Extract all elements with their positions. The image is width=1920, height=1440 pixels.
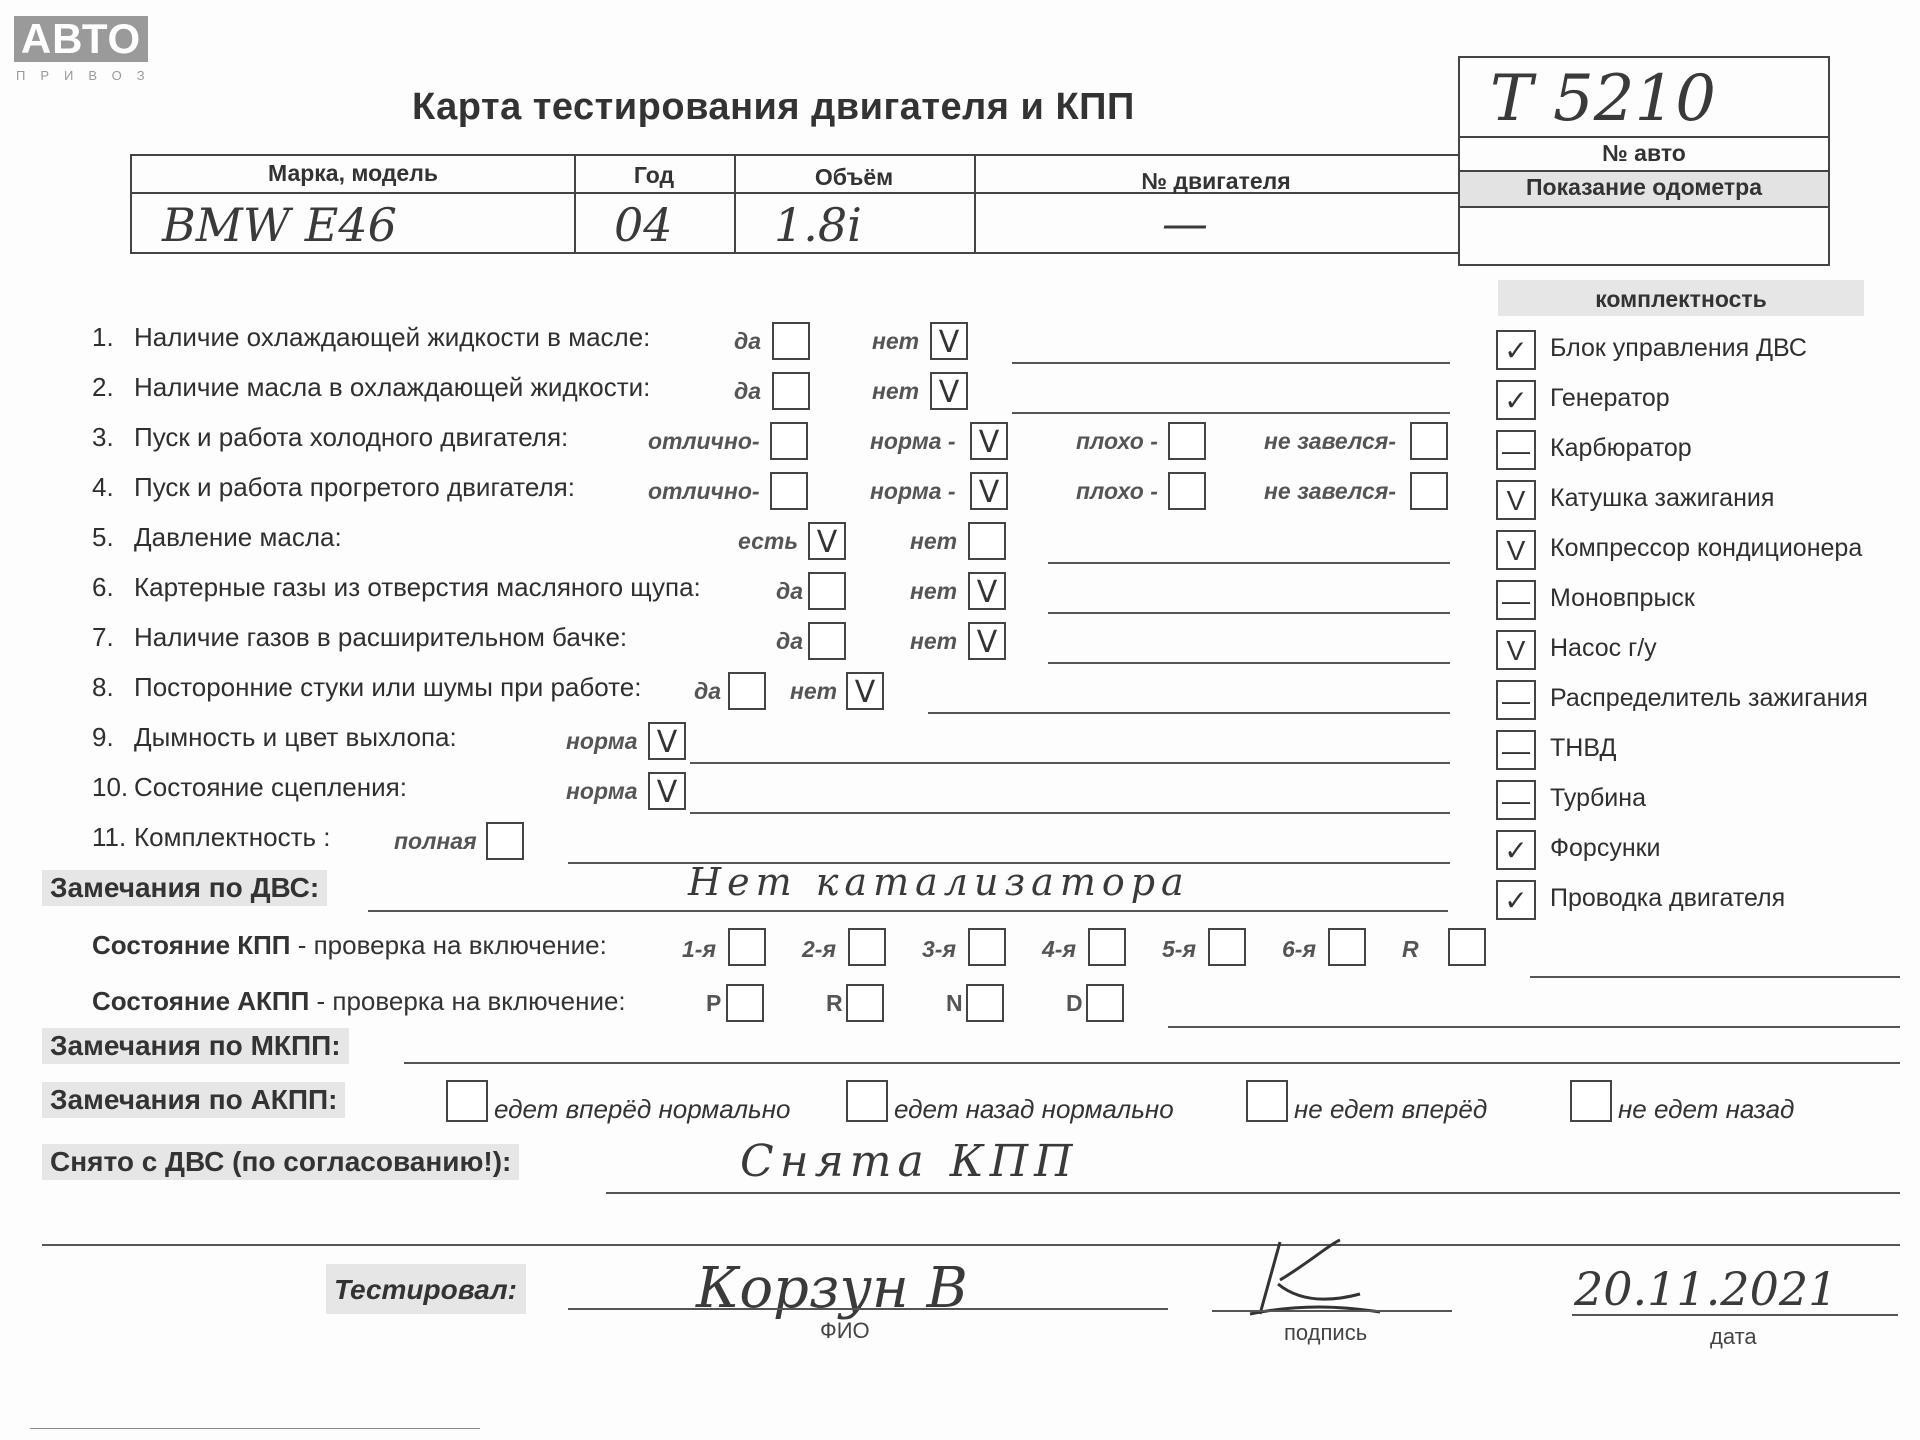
- remarks-akpp-label: Замечания по АКПП:: [42, 1082, 345, 1118]
- akpp-remark-checkbox[interactable]: [846, 1080, 888, 1122]
- question-number: 1.: [92, 322, 114, 352]
- akpp-remark-label: едет вперёд нормально: [494, 1094, 791, 1124]
- question-number: 10.: [92, 772, 129, 802]
- car-number-label: № авто: [1602, 140, 1686, 166]
- name-caption: ФИО: [820, 1318, 870, 1343]
- answer-line: [1048, 662, 1450, 664]
- answer-checkbox[interactable]: [648, 722, 686, 760]
- car-number-box: [1458, 56, 1830, 266]
- question-number: 11.: [92, 822, 127, 852]
- check-mark: ✓: [1504, 885, 1528, 916]
- answer-checkbox[interactable]: [970, 422, 1008, 460]
- test-date: 20.11.2021: [1574, 1262, 1838, 1316]
- completeness-item-label: Блок управления ДВС: [1550, 334, 1807, 362]
- answer-option-label: да: [734, 378, 762, 404]
- akpp-line: [1168, 1026, 1900, 1028]
- answer-checkbox[interactable]: [968, 622, 1006, 660]
- signature-caption: подпись: [1284, 1320, 1368, 1345]
- remarks-dvs-value: Нет катализатора: [688, 860, 1190, 904]
- akpp-mode-label: D: [1066, 990, 1083, 1016]
- completeness-checkbox[interactable]: [1496, 580, 1536, 620]
- answer-option-label: норма: [566, 728, 638, 754]
- date-line: [1572, 1314, 1898, 1316]
- check-mark: V: [656, 775, 678, 810]
- gear-label: 4-я: [1042, 936, 1076, 962]
- page-title: Карта тестирования двигателя и КПП: [412, 86, 1135, 128]
- date-caption: дата: [1710, 1324, 1757, 1349]
- answer-checkbox[interactable]: [1168, 422, 1206, 460]
- remarks-dvs-line: [368, 910, 1448, 912]
- question-number: 7.: [92, 622, 114, 652]
- answer-option-label: норма: [566, 778, 638, 804]
- completeness-checkbox[interactable]: [1496, 480, 1536, 520]
- check-mark: —: [1502, 585, 1530, 616]
- akpp-remark-checkbox[interactable]: [446, 1080, 488, 1122]
- answer-checkbox[interactable]: [970, 472, 1008, 510]
- akpp-remark-label: не едет назад: [1618, 1094, 1795, 1124]
- answer-checkbox[interactable]: [808, 522, 846, 560]
- akpp-remark-checkbox[interactable]: [1246, 1080, 1288, 1122]
- completeness-checkbox[interactable]: [1496, 330, 1536, 370]
- remarks-mkpp-line: [404, 1062, 1900, 1064]
- answer-option-label: есть: [738, 528, 798, 554]
- completeness-checkbox[interactable]: [1496, 630, 1536, 670]
- akpp-mode-checkbox[interactable]: [1086, 984, 1124, 1022]
- akpp-mode-label: N: [946, 990, 963, 1016]
- name-line: [568, 1308, 1168, 1310]
- question-text: Наличие охлаждающей жидкости в масле:: [134, 322, 651, 352]
- odometer-label: Показание одометра: [1526, 174, 1762, 200]
- question-number: 4.: [92, 472, 114, 502]
- answer-line: [1048, 562, 1450, 564]
- akpp-mode-checkbox[interactable]: [726, 984, 764, 1022]
- brand-label: Марка, модель: [268, 160, 438, 186]
- completeness-checkbox[interactable]: [1496, 530, 1536, 570]
- answer-line: [1012, 412, 1450, 414]
- answer-option-label: норма -: [870, 478, 956, 504]
- volume-value: 1.8i: [774, 198, 862, 252]
- answer-checkbox[interactable]: [930, 372, 968, 410]
- question-number: 6.: [92, 572, 114, 602]
- question-text: Посторонние стуки или шумы при работе:: [134, 672, 642, 702]
- answer-option-label: не завелся-: [1264, 478, 1396, 504]
- question-number: 9.: [92, 722, 114, 752]
- answer-checkbox[interactable]: [930, 322, 968, 360]
- answer-option-label: нет: [910, 528, 958, 554]
- answer-checkbox[interactable]: [772, 372, 810, 410]
- removed-label: Снято с ДВС (по согласованию!):: [42, 1144, 519, 1180]
- answer-option-label: да: [776, 578, 804, 604]
- completeness-item-label: ТНВД: [1550, 734, 1617, 762]
- completeness-checkbox[interactable]: [1496, 730, 1536, 770]
- check-mark: —: [1502, 685, 1530, 716]
- question-text: Дымность и цвет выхлопа:: [134, 722, 457, 752]
- check-mark: V: [938, 375, 960, 410]
- check-mark: V: [976, 575, 998, 610]
- completeness-item-label: Распределитель зажигания: [1550, 684, 1868, 712]
- answer-option-label: плохо -: [1076, 428, 1158, 454]
- check-mark: V: [1506, 635, 1526, 666]
- bottom-rule: [30, 1428, 480, 1429]
- removed-line: [606, 1192, 1900, 1194]
- logo-subtitle: ПРИВОЗ: [16, 68, 160, 83]
- check-mark: —: [1502, 735, 1530, 766]
- check-mark: V: [656, 725, 678, 760]
- answer-option-label: не завелся-: [1264, 428, 1396, 454]
- completeness-item-label: Катушка зажигания: [1550, 484, 1775, 512]
- question-number: 5.: [92, 522, 114, 552]
- question-number: 2.: [92, 372, 114, 402]
- gear-label: 2-я: [802, 936, 836, 962]
- answer-checkbox[interactable]: [846, 672, 884, 710]
- check-mark: ✓: [1504, 835, 1528, 866]
- completeness-item-label: Форсунки: [1550, 834, 1661, 862]
- brand-value: BMW E46: [162, 198, 397, 252]
- removed-value: Снята КПП: [740, 1136, 1079, 1187]
- question-text: Наличие масла в охлаждающей жидкости:: [134, 372, 651, 402]
- akpp-remark-label: не едет вперёд: [1294, 1094, 1488, 1124]
- answer-checkbox[interactable]: [968, 522, 1006, 560]
- completeness-header: комплектность: [1595, 286, 1767, 312]
- answer-checkbox[interactable]: [968, 572, 1006, 610]
- gear-checkbox[interactable]: [968, 928, 1006, 966]
- answer-checkbox[interactable]: [808, 622, 846, 660]
- check-mark: V: [1506, 535, 1526, 566]
- check-mark: V: [976, 625, 998, 660]
- check-mark: ✓: [1504, 335, 1528, 366]
- gear-checkbox[interactable]: [728, 928, 766, 966]
- check-mark: —: [1502, 785, 1530, 816]
- year-value: 04: [614, 198, 673, 252]
- answer-checkbox[interactable]: [770, 472, 808, 510]
- answer-checkbox[interactable]: [772, 322, 810, 360]
- signature-graphic: [1240, 1232, 1390, 1322]
- signature-line: [1212, 1310, 1452, 1312]
- completeness-checkbox[interactable]: [1496, 380, 1536, 420]
- answer-checkbox[interactable]: [648, 772, 686, 810]
- answer-checkbox[interactable]: [728, 672, 766, 710]
- akpp-label: Состояние АКПП - проверка на включение:: [92, 986, 626, 1016]
- answer-option-label: нет: [910, 628, 958, 654]
- check-mark: —: [1502, 435, 1530, 466]
- kpp-line: [1530, 976, 1900, 978]
- completeness-item-label: Генератор: [1550, 384, 1670, 412]
- akpp-mode-checkbox[interactable]: [846, 984, 884, 1022]
- akpp-remark-label: едет назад нормально: [894, 1094, 1174, 1124]
- answer-option-label: отлично-: [648, 478, 760, 504]
- answer-line: [928, 712, 1450, 714]
- question-number: 3.: [92, 422, 114, 452]
- completeness-item-label: Проводка двигателя: [1550, 884, 1786, 912]
- question-text: Картерные газы из отверстия масляного щупа:: [134, 572, 701, 602]
- question-text: Состояние сцепления:: [134, 772, 407, 802]
- question-text: Пуск и работа холодного двигателя:: [134, 422, 569, 452]
- answer-option-label: да: [734, 328, 762, 354]
- completeness-checkbox[interactable]: [1496, 880, 1536, 920]
- volume-label: Объём: [814, 164, 894, 190]
- answer-option-label: полная: [394, 828, 477, 854]
- header-table: [130, 154, 1460, 254]
- question-text: Давление масла:: [134, 522, 342, 552]
- answer-option-label: нет: [872, 328, 920, 354]
- answer-checkbox[interactable]: [486, 822, 524, 860]
- question-text: Пуск и работа прогретого двигателя:: [134, 472, 575, 502]
- remarks-mkpp-label: Замечания по МКПП:: [42, 1028, 349, 1064]
- completeness-item-label: Карбюратор: [1550, 434, 1692, 462]
- gear-label: 1-я: [682, 936, 716, 962]
- answer-option-label: нет: [790, 678, 838, 704]
- answer-line: [1048, 612, 1450, 614]
- answer-line: [1012, 362, 1450, 364]
- check-mark: V: [816, 525, 838, 560]
- answer-option-label: плохо -: [1076, 478, 1158, 504]
- question-number: 8.: [92, 672, 114, 702]
- completeness-checkbox[interactable]: [1496, 780, 1536, 820]
- check-mark: V: [1506, 485, 1526, 516]
- gear-label: 3-я: [922, 936, 956, 962]
- akpp-remark-checkbox[interactable]: [1570, 1080, 1612, 1122]
- question-text: Комплектность :: [134, 822, 331, 852]
- engine-no-label: № двигателя: [1141, 168, 1291, 194]
- gear-checkbox[interactable]: [1088, 928, 1126, 966]
- gear-checkbox[interactable]: [1328, 928, 1366, 966]
- gear-checkbox[interactable]: [1208, 928, 1246, 966]
- answer-option-label: да: [694, 678, 722, 704]
- tester-name: Корзун В: [696, 1256, 968, 1321]
- answer-checkbox[interactable]: [1410, 422, 1448, 460]
- akpp-mode-label: R: [826, 990, 843, 1016]
- check-mark: V: [938, 325, 960, 360]
- answer-line: [690, 812, 1450, 814]
- completeness-checkbox[interactable]: [1496, 680, 1536, 720]
- completeness-item-label: Насос г/у: [1550, 634, 1657, 662]
- answer-option-label: отлично-: [648, 428, 760, 454]
- question-text: Наличие газов в расширительном бачке:: [134, 622, 628, 652]
- answer-option-label: норма -: [870, 428, 956, 454]
- gear-label: R: [1402, 936, 1419, 962]
- answer-checkbox[interactable]: [770, 422, 808, 460]
- gear-checkbox[interactable]: [1448, 928, 1486, 966]
- answer-option-label: да: [776, 628, 804, 654]
- gear-checkbox[interactable]: [848, 928, 886, 966]
- akpp-mode-checkbox[interactable]: [966, 984, 1004, 1022]
- check-mark: V: [978, 425, 1000, 460]
- gear-label: 5-я: [1162, 936, 1196, 962]
- check-mark: ✓: [1504, 385, 1528, 416]
- check-mark: V: [854, 675, 876, 710]
- completeness-item-label: Турбина: [1550, 784, 1646, 812]
- completeness-item-label: Моновпрыск: [1550, 584, 1695, 612]
- blank-line: [42, 1244, 1900, 1246]
- answer-line: [690, 762, 1450, 764]
- answer-checkbox[interactable]: [1168, 472, 1206, 510]
- answer-option-label: нет: [872, 378, 920, 404]
- completeness-checkbox[interactable]: [1496, 830, 1536, 870]
- completeness-checkbox[interactable]: [1496, 430, 1536, 470]
- akpp-mode-label: P: [706, 990, 722, 1016]
- check-mark: V: [978, 475, 1000, 510]
- kpp-label: Состояние КПП - проверка на включение:: [92, 930, 607, 960]
- car-number-value: T 5210: [1490, 62, 1716, 136]
- completeness-item-label: Компрессор кондиционера: [1550, 534, 1863, 562]
- car-number-divider: [1460, 136, 1828, 138]
- answer-checkbox[interactable]: [1410, 472, 1448, 510]
- signature: [1240, 1232, 1390, 1322]
- logo: АВТО: [14, 16, 148, 62]
- answer-option-label: нет: [910, 578, 958, 604]
- answer-checkbox[interactable]: [808, 572, 846, 610]
- engine-no-value: —: [1162, 196, 1208, 250]
- gear-label: 6-я: [1282, 936, 1316, 962]
- year-label: Год: [633, 162, 675, 188]
- remarks-dvs-label: Замечания по ДВС:: [42, 870, 327, 906]
- tested-label: Тестировал:: [334, 1274, 517, 1305]
